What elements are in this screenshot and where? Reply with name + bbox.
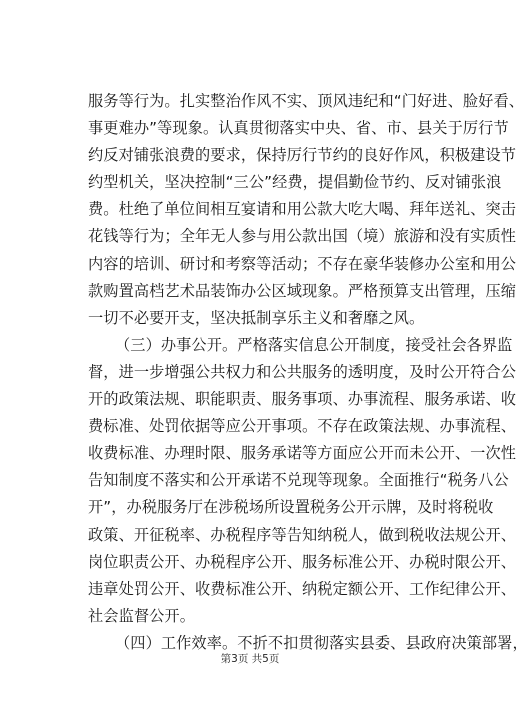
text-line: 开”，办税服务厅在涉税场所设置税务公开示牌，及时将税收 [88,498,494,517]
text-line: 服务等行为。扎实整治作风不实、顶风违纪和“门好进、脸好看、 [88,92,525,110]
text-line: 开的政策法规、职能职责、服务事项、办事流程、服务承诺、收 [88,390,517,409]
text-line: 社会监督公开。 [88,606,196,625]
text-line: 一切不必要开支，坚决抵制享乐主义和奢靡之风。 [88,308,425,327]
text-line: 违章处罚公开、收费标准公开、纳税定额公开、工作纪律公开、 [88,579,517,598]
text-line: 岗位职责公开、办税程序公开、服务标准公开、办税时限公开、 [88,552,517,571]
text-line: 约反对铺张浪费的要求，保持厉行节约的良好作风，积极建设节 [88,146,517,165]
text-line: 告知制度不落实和公开承诺不兑现等现象。全面推行“税务八公 [88,471,509,490]
text-line: 内容的培训、研讨和考察等活动；不存在豪华装修办公室和用公 [88,254,517,273]
text-line: 花钱等行为；全年无人参与用公款出国（境）旅游和没有实质性 [88,227,517,246]
document-body [88,88,528,657]
text-line: 约型机关，坚决控制“三公”经费，提倡勤俭节约、反对铺张浪 [88,173,502,192]
text-line: 督，进一步增强公共权力和公共服务的透明度，及时公开符合公 [88,362,517,381]
text-line: 费。杜绝了单位间相互宴请和用公款大吃大喝、拜年送礼、突击 [88,200,517,219]
text-line: 款购置高档艺术品装饰办公区域现象。严格预算支出管理，压缩 [88,281,517,300]
page-number-footer: 第3页 共5页 [220,653,280,665]
paragraph-heading-line: （四）工作效率。不折不扣贯彻落实县委、县政府决策部署， [115,633,528,652]
text-line: 收费标准、办理时限、服务承诺等方面应公开而未公开、一次性 [88,444,517,463]
paragraph-heading-line: （三）办事公开。严格落实信息公开制度，接受社会各界监 [115,335,513,354]
text-line: 政策、开征税率、办税程序等告知纳税人，做到税收法规公开、 [88,525,517,544]
text-line: 费标准、处罚依据等应公开事项。不存在政策法规、办事流程、 [88,417,517,436]
text-line: 事更难办”等现象。认真贯彻落实中央、省、市、县关于厉行节 [88,119,509,138]
